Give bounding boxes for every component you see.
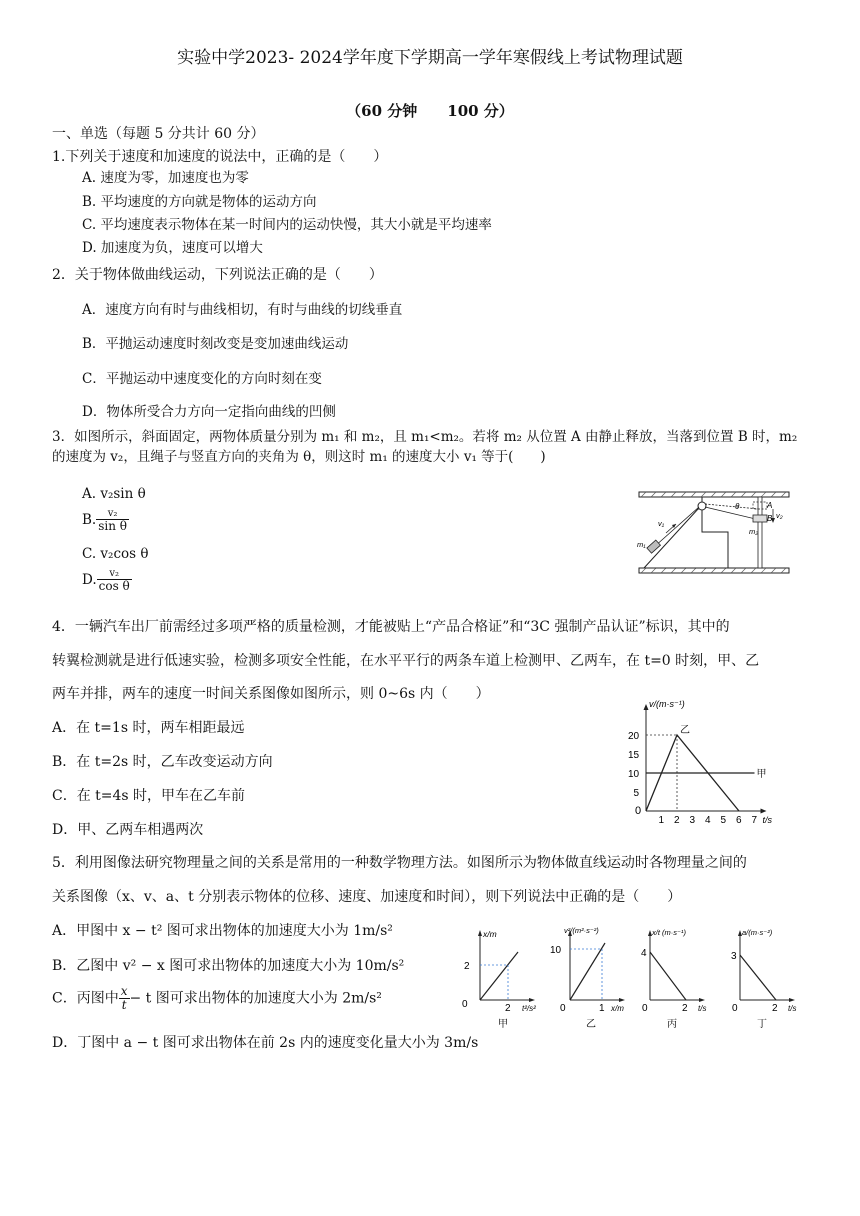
vt-chart-series [646,735,755,811]
q5-stem-line1: 5．利用图像法研究物理量之间的关系是常用的一种数学物理方法。如图所示为物体做直线运动时各物理量之间的 [52,855,747,871]
q5-graph-jia-xlabel: t²/s² [522,1004,536,1013]
vt-chart-axes [644,704,767,814]
q3-option-d-den: cos θ [98,579,130,593]
q3-fig-label-v1: v₁ [658,519,665,528]
q5-graph-yi-ytick: 10 [550,945,562,956]
q4-option-b: B．在 t=2s 时，乙车改变运动方向 [52,754,273,770]
vt-y-tick-label: 10 [628,769,640,780]
vt-y-tick-label: 5 [633,788,640,799]
q5-graph-jia [462,929,536,1030]
q5-graph-bing-ytick: 4 [641,948,647,959]
vt-x-axis-arrow [761,809,767,814]
vt-x-tick-label: 5 [720,815,727,826]
q3-fig-label-m2: m₂ [749,527,759,536]
q4-option-d: D．甲、乙两车相遇两次 [52,822,204,838]
q5-graph-ding [731,928,796,1030]
q3-option-b-fraction [96,508,129,533]
q5-graph-ding-ytick: 3 [731,951,737,962]
q5-graphs [455,925,815,1030]
q3-option-c: C. v₂cos θ [82,546,149,562]
q3-option-b-den: sin θ [98,519,127,533]
q3-option-b-num: v₂ [96,508,129,520]
q5-graph-jia-ylabel: x/m [483,929,497,939]
q5-graph-jia-xtick: 2 [505,1003,511,1014]
q1-stem: 1.下列关于速度和加速度的说法中，正确的是（ ） [52,149,388,165]
q3-stem-line1: 3．如图所示，斜面固定，两物体质量分别为 m₁ 和 m₂，且 m₁<m₂。若将 m₂ 从位置 A 由静止释放，当落到位置 B 时，m₂ [52,429,798,445]
q5-graph-bing [641,928,706,1030]
vt-x-tick-label: 7 [751,815,758,826]
q5-graph-yi-origin: 0 [560,1003,566,1014]
vt-series-label-yi: 乙 [680,725,690,736]
q5-graph-yi-caption: 乙 [586,1019,596,1030]
vt-chart-xlabel: t/s [762,815,773,825]
vt-x-tick-label: 4 [705,815,711,826]
q2-option-b: B．平抛运动速度时刻改变是变加速曲线运动 [82,336,349,352]
q5-option-c-den: t [121,998,127,1013]
vt-x-tick-label: 2 [674,815,680,826]
q4-stem-line2: 转翼检测就是进行低速实验，检测多项安全性能，在水平平行的两条车道上检测甲、乙两车，在 t=0 时刻，甲、乙 [52,653,760,669]
q3-stem-line2: 的速度为 v₂，且绳子与竖直方向的夹角为 θ，则这时 m₁ 的速度大小 v₁ 等于( ) [52,449,546,465]
q5-graph-bing-xtick: 2 [682,1003,688,1014]
q5-option-b: B．乙图中 v² − x 图可求出物体的加速度大小为 10m/s² [52,958,405,974]
q2-stem: 2．关于物体做曲线运动，下列说法正确的是（ ） [52,267,383,283]
q5-graph-jia-ytick: 2 [464,961,470,972]
q4-option-c: C．在 t=4s 时，甲车在乙车前 [52,788,246,804]
q5-graph-ding-xlabel: t/s [788,1004,797,1013]
vt-x-tick-label: 1 [658,815,665,826]
q5-stem-line2: 关系图像（x、v、a、t 分别表示物体的位移、速度、加速度和时间），则下列说法中正确的是（ ） [52,889,682,905]
q2-option-c: C．平抛运动中速度变化的方向时刻在变 [82,371,322,387]
q3-fig-label-m1: m₁ [637,540,646,549]
q5-graph-yi-ylabel: v²/(m²·s⁻²) [564,926,599,935]
q4-stem-line1: 4．一辆汽车出厂前需经过多项严格的质量检测，才能被贴上“产品合格证”和“3C 强制产品认证”标识，其中的 [52,619,730,635]
q3-option-b-prefix: B. [82,512,97,529]
vt-chart-ticks [628,731,758,826]
q3-option-b [82,508,129,533]
vt-y-axis-arrow [644,704,649,710]
exam-title: 实验中学2023- 2024学年度下学期高一学年寒假线上考试物理试题 [177,48,683,68]
exam-subtitle: （60 分钟 100 分） [346,102,514,120]
q4-vt-chart [620,698,795,830]
q5-graph-yi-xlabel: x/m [611,1004,624,1013]
q5-graph-bing-origin: 0 [642,1003,648,1014]
q4-stem-line3: 两车并排，两车的速度一时间关系图像如图所示，则 0~6s 内（ ） [52,686,490,702]
q5-graph-ding-caption: 丁 [757,1019,767,1030]
vt-series-label-jia: 甲 [756,769,767,780]
q5-graph-ding-origin: 0 [732,1003,738,1014]
q3-option-d-num: v₂ [97,568,132,580]
q3-fig-theta: θ [735,502,740,511]
q3-fig-label-b: B [767,514,773,523]
q5-graph-bing-ylabel: x/t (m·s⁻¹) [652,928,686,937]
section-heading: 一、单选（每题 5 分共计 60 分） [52,126,265,142]
q5-option-c-num: x [120,984,128,998]
q4-option-a: A．在 t=1s 时，两车相距最远 [52,720,245,736]
vt-x-tick-label: 3 [689,815,696,826]
q1-option-b: B. 平均速度的方向就是物体的运动方向 [82,194,317,210]
q5-option-c-prefix: C．丙图中 [52,990,119,1007]
vt-chart-ylabel: v/(m·s⁻¹) [649,699,685,709]
q5-option-c-suffix: − t 图可求出物体的加速度大小为 2m/s² [129,990,382,1007]
q5-graph-ding-ylabel: a/(m·s⁻²) [742,928,773,937]
q1-option-a: A. 速度为零，加速度也为零 [82,170,249,186]
q5-graph-jia-caption: 甲 [498,1019,508,1030]
q1-option-d: D. 加速度为负，速度可以增大 [82,240,263,256]
q5-option-c-fraction [119,985,130,1012]
q5-option-d: D．丁图中 a − t 图可求出物体在前 2s 内的速度变化量大小为 3m/s [52,1035,479,1051]
q3-option-a: A. v₂sin θ [82,486,146,502]
vt-chart-origin: 0 [635,805,642,817]
q2-option-d: D．物体所受合力方向一定指向曲线的凹侧 [82,404,336,420]
vt-y-tick-label: 15 [628,750,640,761]
q2-option-a: A．速度方向有时与曲线相切，有时与曲线的切线垂直 [82,302,403,318]
q3-pulley-figure [636,487,792,577]
q3-fig-label-v2: v₂ [776,511,783,520]
q3-option-d-prefix: D. [82,572,97,589]
q5-graph-yi-xtick: 1 [599,1003,605,1014]
q5-option-c [52,985,382,1012]
q5-graph-ding-xtick: 2 [772,1003,778,1014]
q5-graph-bing-xlabel: t/s [698,1004,707,1013]
q1-option-c: C. 平均速度表示物体在某一时间内的运动快慢，其大小就是平均速率 [82,217,492,233]
q3-fig-label-a: A [767,501,773,510]
q5-option-a: A．甲图中 x − t² 图可求出物体的加速度大小为 1m/s² [52,923,393,939]
vt-x-tick-label: 6 [736,815,742,826]
q3-option-d-fraction [97,568,132,593]
q3-option-d [82,568,132,593]
vt-y-tick-label: 20 [628,731,640,742]
q5-graph-jia-origin: 0 [462,999,468,1010]
q5-graph-bing-caption: 丙 [667,1019,677,1030]
q5-graph-yi [550,926,625,1030]
